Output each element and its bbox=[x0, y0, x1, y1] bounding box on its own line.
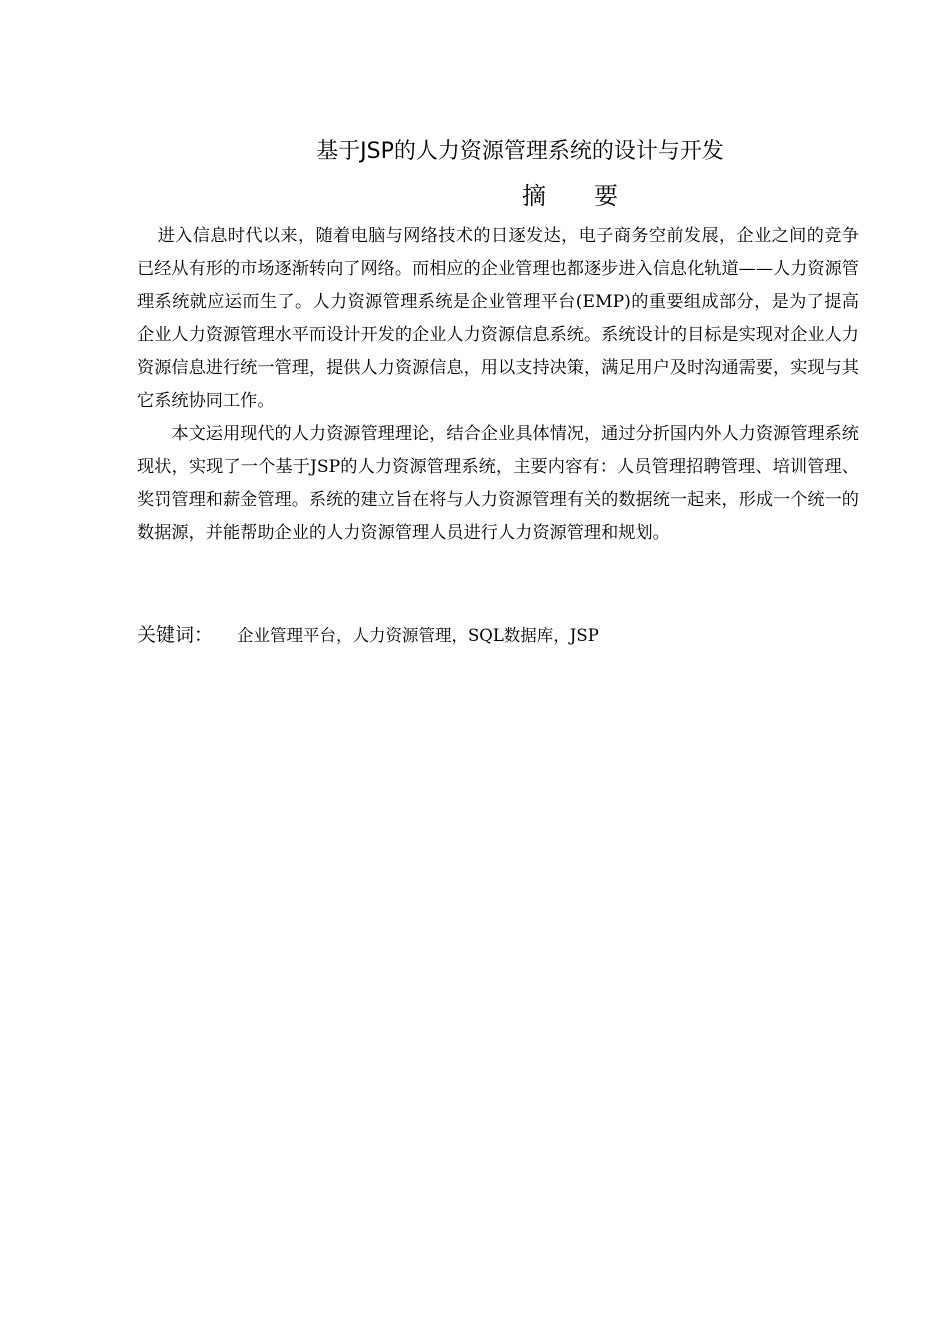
keywords-value: 企业管理平台，人力资源管理，SQL数据库，JSP bbox=[237, 626, 599, 645]
keywords-line bbox=[137, 618, 859, 654]
abstract-body bbox=[137, 220, 859, 550]
keywords-label: 关键词： bbox=[137, 624, 214, 646]
document-title: 基于JSP的人力资源管理系统的设计与开发 bbox=[316, 139, 724, 164]
abstract-heading: 摘要 bbox=[522, 182, 666, 210]
abstract-paragraph-1: 进入信息时代以来，随着电脑与网络技术的日逐发达，电子商务空前发展，企业之间的竞争已经从有形的市场逐渐转向了网络。而相应的企业管理也都逐步进入信息化轨道——人力资源管理系统就应运而生了。人力资源管理系统是企业管理平台(EMP)的重要组成部分，是为了提高企业人力资源管理水平而设计开发的企业人力资源信息系统。系统设计的目标是实现对企业人力资源信息进行统一管理，提供人力资源信息，用以支持决策，满足用户及时沟通需要，实现与其它系统协同工作。 bbox=[137, 226, 859, 411]
abstract-paragraph-2: 本文运用现代的人力资源管理理论，结合企业具体情况，通过分折国内外人力资源管理系统现状，实现了一个基于JSP的人力资源管理系统，主要内容有：人员管理招聘管理、培训管理、奖罚管理和薪金管理。系统的建立旨在将与人力资源管理有关的数据统一起来，形成一个统一的数据源，并能帮助企业的人力资源管理人员进行人力资源管理和规划。 bbox=[137, 424, 859, 543]
